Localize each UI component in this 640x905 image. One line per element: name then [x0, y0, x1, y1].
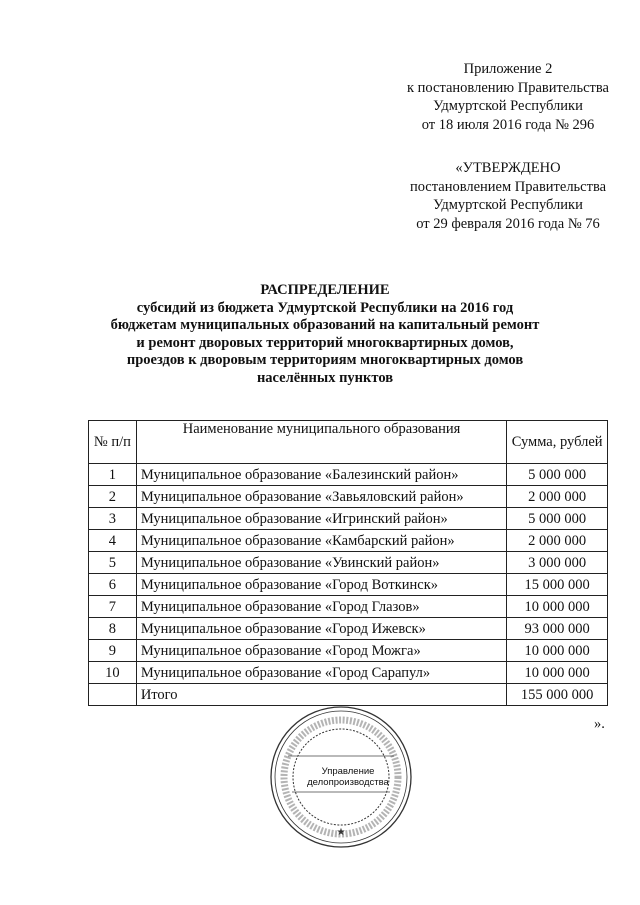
approval-line: постановлением Правительства: [409, 178, 607, 195]
appendix-line: Приложение 2: [463, 61, 553, 77]
table-row: [89, 640, 608, 662]
title-line: РАСПРЕДЕЛЕНИЕ: [260, 282, 390, 298]
table-row: [89, 574, 608, 596]
row-municipality: Муниципальное образование «Завьяловский район»: [136, 486, 506, 508]
table-row: [89, 618, 608, 640]
row-amount: 10 000 000: [507, 662, 608, 684]
row-number: 5: [89, 552, 137, 574]
approval-stamp-text: [388, 159, 628, 233]
row-amount: 10 000 000: [507, 596, 608, 618]
row-number: 4: [89, 530, 137, 552]
approval-line: «УТВЕРЖДЕНО: [455, 160, 561, 176]
closing-quote-mark: ».: [594, 716, 605, 732]
official-seal: [268, 704, 414, 850]
row-number: 7: [89, 596, 137, 618]
table-row: [89, 552, 608, 574]
row-number: 1: [89, 464, 137, 486]
row-number: 10: [89, 662, 137, 684]
row-amount: 10 000 000: [507, 640, 608, 662]
row-amount: 5 000 000: [507, 464, 608, 486]
distribution-table: [88, 420, 608, 706]
row-municipality: Муниципальное образование «Игринский район»: [136, 508, 506, 530]
row-number: 3: [89, 508, 137, 530]
table-total-row: [89, 684, 608, 706]
row-amount: 5 000 000: [507, 508, 608, 530]
row-amount: 2 000 000: [507, 530, 608, 552]
appendix-line: к постановлению Правительства: [407, 79, 609, 96]
table-row: [89, 464, 608, 486]
total-amount: 155 000 000: [507, 684, 608, 706]
title-line: населённых пунктов: [256, 369, 394, 386]
seal-star-icon: ★: [336, 827, 346, 838]
row-amount: 15 000 000: [507, 574, 608, 596]
table-header-row: [89, 421, 608, 464]
row-municipality: Муниципальное образование «Город Ижевск»: [136, 618, 506, 640]
appendix-reference: [388, 60, 628, 134]
header-number: № п/п: [89, 421, 137, 464]
title-line: и ремонт дворовых территорий многоквартирных домов,: [136, 334, 514, 351]
table-row: [89, 508, 608, 530]
table-row: [89, 662, 608, 684]
table-row: [89, 486, 608, 508]
document-title: [60, 282, 590, 387]
header-municipality: Наименование муниципального образования: [136, 421, 506, 464]
approval-line: Удмуртской Республики: [433, 197, 583, 213]
row-number: 6: [89, 574, 137, 596]
row-number: 8: [89, 618, 137, 640]
appendix-line: Удмуртской Республики: [433, 98, 583, 114]
row-municipality: Муниципальное образование «Город Глазов»: [136, 596, 506, 618]
total-label: Итого: [136, 684, 506, 706]
row-number: 2: [89, 486, 137, 508]
total-number: [89, 684, 137, 706]
row-municipality: Муниципальное образование «Город Воткинск»: [136, 574, 506, 596]
title-line: субсидий из бюджета Удмуртской Республики на 2016 год: [136, 299, 514, 316]
title-line: бюджетам муниципальных образований на капитальный ремонт: [110, 317, 540, 333]
table-row: [89, 596, 608, 618]
row-municipality: Муниципальное образование «Город Сарапул»: [136, 662, 506, 684]
title-line: проездов к дворовым территориям многоквартирных домов: [126, 352, 524, 368]
row-amount: 2 000 000: [507, 486, 608, 508]
seal-text-line: делопроизводства: [307, 777, 389, 788]
table-row: [89, 530, 608, 552]
row-municipality: Муниципальное образование «Камбарский район»: [136, 530, 506, 552]
header-amount: Сумма, рублей: [507, 421, 608, 464]
row-municipality: Муниципальное образование «Увинский район»: [136, 552, 506, 574]
row-amount: 93 000 000: [507, 618, 608, 640]
seal-text-line: Управление: [321, 766, 375, 777]
row-municipality: Муниципальное образование «Город Можга»: [136, 640, 506, 662]
row-municipality: Муниципальное образование «Балезинский район»: [136, 464, 506, 486]
row-number: 9: [89, 640, 137, 662]
appendix-line: от 18 июля 2016 года № 296: [421, 116, 595, 133]
approval-line: от 29 февраля 2016 года № 76: [416, 215, 600, 232]
row-amount: 3 000 000: [507, 552, 608, 574]
